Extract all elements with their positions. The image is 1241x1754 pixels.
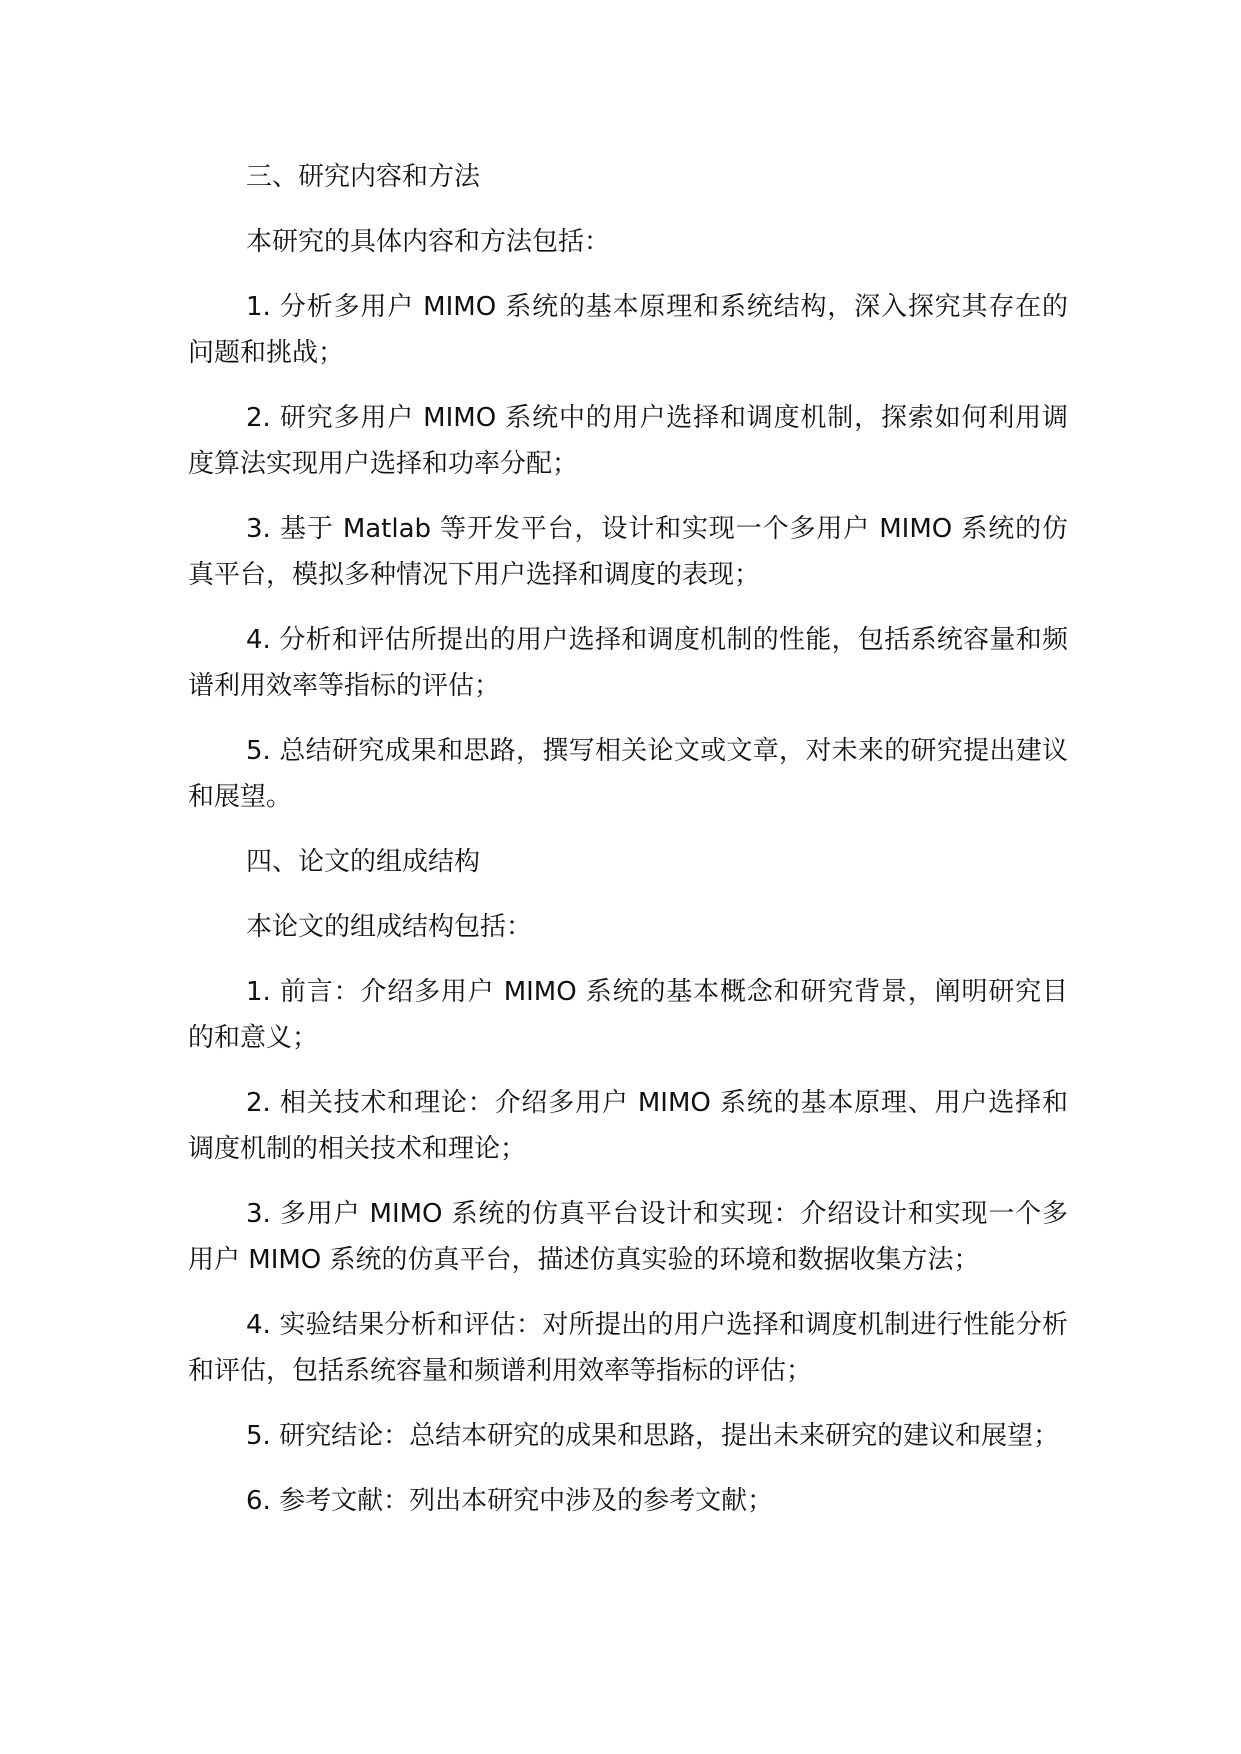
list-item: 2. 研究多用户 MIMO 系统中的用户选择和调度机制，探索如何利用调度算法实现用户选择和功率分配； xyxy=(188,403,1068,479)
section-intro-research-content: 本研究的具体内容和方法包括： xyxy=(246,227,611,257)
section-intro-thesis-structure: 本论文的组成结构包括： xyxy=(246,912,533,942)
section-heading-thesis-structure: 四、论文的组成结构 xyxy=(246,847,481,877)
list-item: 1. 分析多用户 MIMO 系统的基本原理和系统结构，深入探究其存在的问题和挑战； xyxy=(188,292,1068,368)
list-item: 4. 实验结果分析和评估：对所提出的用户选择和调度机制进行性能分析和评估，包括系统容量和频谱利用效率等指标的评估； xyxy=(188,1310,1068,1386)
list-item: 3. 基于 Matlab 等开发平台，设计和实现一个多用户 MIMO 系统的仿真平台，模拟多种情况下用户选择和调度的表现； xyxy=(188,514,1068,590)
list-item: 3. 多用户 MIMO 系统的仿真平台设计和实现：介绍设计和实现一个多用户 MIMO 系统的仿真平台，描述仿真实验的环境和数据收集方法； xyxy=(188,1199,1068,1275)
list-item: 5. 总结研究成果和思路，撰写相关论文或文章，对未来的研究提出建议和展望。 xyxy=(188,736,1068,812)
list-item: 6. 参考文献：列出本研究中涉及的参考文献； xyxy=(246,1486,774,1516)
list-item: 2. 相关技术和理论：介绍多用户 MIMO 系统的基本原理、用户选择和调度机制的相关技术和理论； xyxy=(188,1088,1068,1164)
list-item: 5. 研究结论：总结本研究的成果和思路，提出未来研究的建议和展望； xyxy=(246,1421,1060,1451)
list-item: 4. 分析和评估所提出的用户选择和调度机制的性能，包括系统容量和频谱利用效率等指标的评估； xyxy=(188,625,1068,701)
list-item: 1. 前言：介绍多用户 MIMO 系统的基本概念和研究背景，阐明研究目的和意义； xyxy=(188,977,1068,1053)
document-body xyxy=(188,154,1068,1543)
section-heading-research-content: 三、研究内容和方法 xyxy=(246,162,481,192)
